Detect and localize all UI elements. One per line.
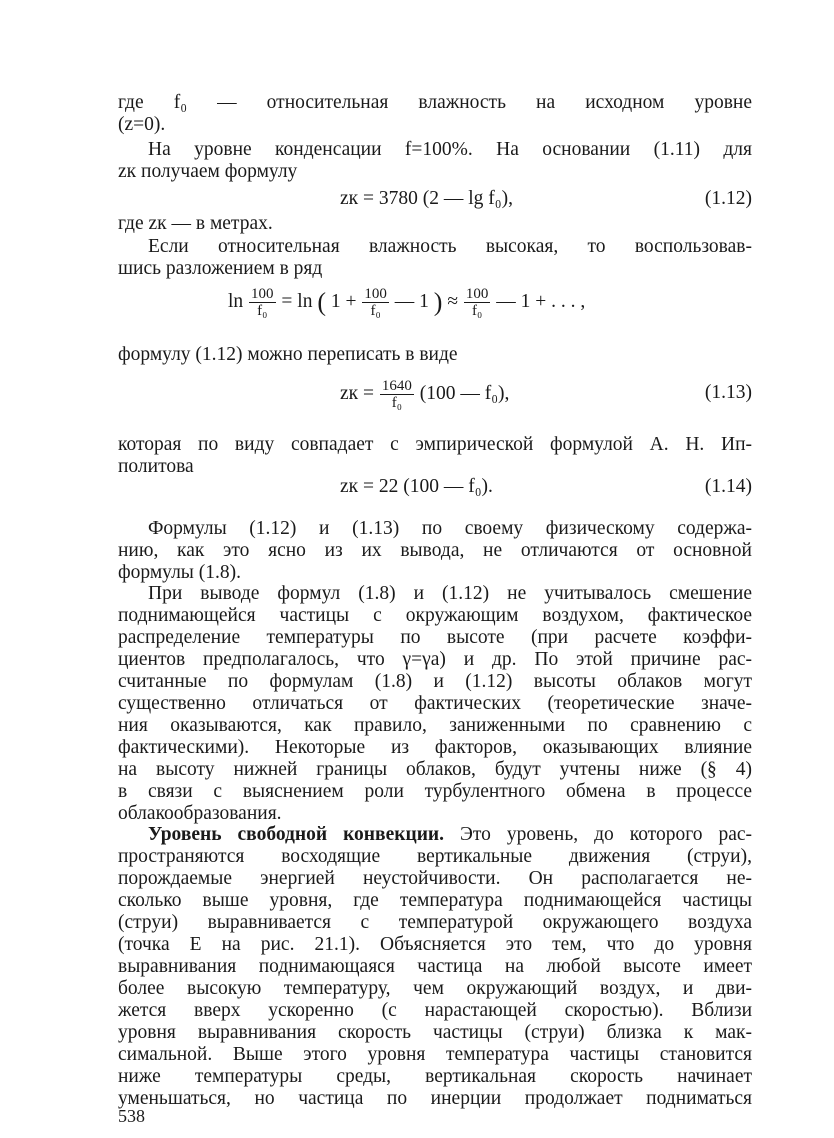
equation-number-1-13: (1.13) — [704, 382, 752, 403]
text-line: политова — [118, 456, 194, 477]
text-line: в связи с выяснением роли турбулентного обмена в процессе — [118, 781, 752, 802]
text-line: пространяются восходящие вертикальные движения (струи), — [118, 846, 752, 867]
equation-1-14: zк = 22 (100 — f₀). — [340, 476, 493, 497]
fraction-denominator: f₀ — [370, 303, 381, 319]
text-line: (z=0). — [118, 114, 166, 135]
ln-symbol: ln — [228, 290, 244, 312]
text-line: (точка E на рис. 21.1). Объясняется это тем, что до уровня — [118, 934, 752, 955]
eq113-rhs: (100 — f₀), — [419, 382, 510, 404]
text-line: считанные по формулам (1.8) и (1.12) высоты облаков могут — [118, 671, 752, 692]
approx-symbol: ≈ — [447, 290, 459, 312]
equation-number-1-12: (1.12) — [704, 188, 752, 209]
text-line: фактическими). Некоторые из факторов, оказывающих влияние — [118, 737, 752, 758]
text-line: симальной. Выше этого уровня температура частицы становится — [118, 1044, 752, 1065]
text-line: жется вверх ускоренно (с нарастающей скоростью). Вблизи — [118, 1000, 752, 1021]
fraction-denominator: f₀ — [472, 303, 483, 319]
text-line: (струи) выравнивается с температурой окружающего воздуха — [118, 912, 752, 933]
text-line: zк получаем формулу — [118, 161, 298, 182]
text-line: При выводе формул (1.8) и (1.12) не учитывалось смешение — [148, 583, 752, 604]
equation-1-12: zк = 3780 (2 — lg f₀), — [340, 188, 513, 209]
fraction-numerator: 100 — [465, 286, 489, 302]
text-line: Формулы (1.12) и (1.13) по своему физическому содержа- — [148, 518, 752, 539]
fraction-numerator: 100 — [364, 286, 387, 302]
equals-ln: = ln — [281, 290, 313, 312]
text-line: которая по виду совпадает с эмпирической формулой А. Н. Ип- — [118, 434, 752, 455]
text-line: поднимающейся частицы с окружающим воздухом, фактическое — [118, 605, 752, 626]
text-line: на высоту нижней границы облаков, будут учтены ниже (§ 4) — [118, 759, 752, 780]
text-line: существенно отличаться от фактических (теоретические значе- — [118, 693, 752, 714]
text-line — [148, 824, 752, 846]
text-line: сколько выше уровня, где температура поднимающейся частицы — [118, 890, 752, 911]
text-line: формулу (1.12) можно переписать в виде — [118, 344, 458, 365]
series-tail: — 1 + . . . , — [496, 290, 586, 312]
fraction-denominator: f₀ — [257, 303, 268, 319]
text-line: где f₀ — относительная влажность на исходном уровне — [118, 92, 752, 113]
fraction — [249, 286, 276, 319]
text-line: Если относительная влажность высокая, то воспользовав- — [148, 236, 752, 257]
text-line: На уровне конденсации f=100%. На основании (1.11) для — [148, 139, 752, 160]
page-number: 538 — [118, 1106, 145, 1126]
eq113-lhs: zк = — [340, 382, 375, 404]
fraction-numerator: 100 — [251, 286, 274, 302]
text-line: нию, как это ясно из их вывода, не отличаются от основной — [118, 540, 752, 561]
text-line: ния оказываются, как правило, заниженными по сравнению с — [118, 715, 752, 736]
text-line: уровня выравнивания скорость частицы (струи) близка к мак- — [118, 1022, 752, 1043]
one-plus: 1 + — [330, 290, 357, 312]
text-line: циентов предполагалось, что γ=γа) и др. По этой причине рас- — [118, 649, 752, 670]
fraction — [380, 378, 414, 411]
fraction — [464, 286, 491, 319]
text-line: формулы (1.8). — [118, 562, 242, 583]
equation-number-1-14: (1.14) — [704, 476, 752, 497]
series-expansion — [228, 286, 585, 319]
text-line: облакообразования. — [118, 803, 282, 824]
text-line: распределение температуры по высоте (при расчете коэффи- — [118, 627, 752, 648]
section-heading: Уровень свободной конвекции. — [148, 824, 445, 845]
text-line: порождаемые энергией неустойчивости. Он располагается не- — [118, 868, 752, 889]
text-line: более высокую температуру, чем окружающий воздух, и дви- — [118, 978, 752, 999]
minus-one: — 1 — [394, 290, 429, 312]
text-line: уменьшаться, но частица по инерции продолжает подниматься — [118, 1088, 752, 1109]
text-line: выравнивания поднимающаяся частица на любой высоте имеет — [118, 956, 752, 977]
text-span: Это уровень, до которого рас- — [444, 824, 752, 845]
text-line: шись разложением в ряд — [118, 258, 323, 279]
paren-close: ) — [433, 287, 443, 317]
text-line: где zк — в метрах. — [118, 213, 273, 234]
paren-open: ( — [317, 287, 327, 317]
fraction-numerator: 1640 — [381, 378, 412, 394]
equation-1-13 — [340, 378, 509, 411]
fraction — [362, 286, 389, 319]
text-line: ниже температуры среды, вертикальная скорость начинает — [118, 1066, 752, 1087]
fraction-denominator: f₀ — [391, 395, 402, 411]
